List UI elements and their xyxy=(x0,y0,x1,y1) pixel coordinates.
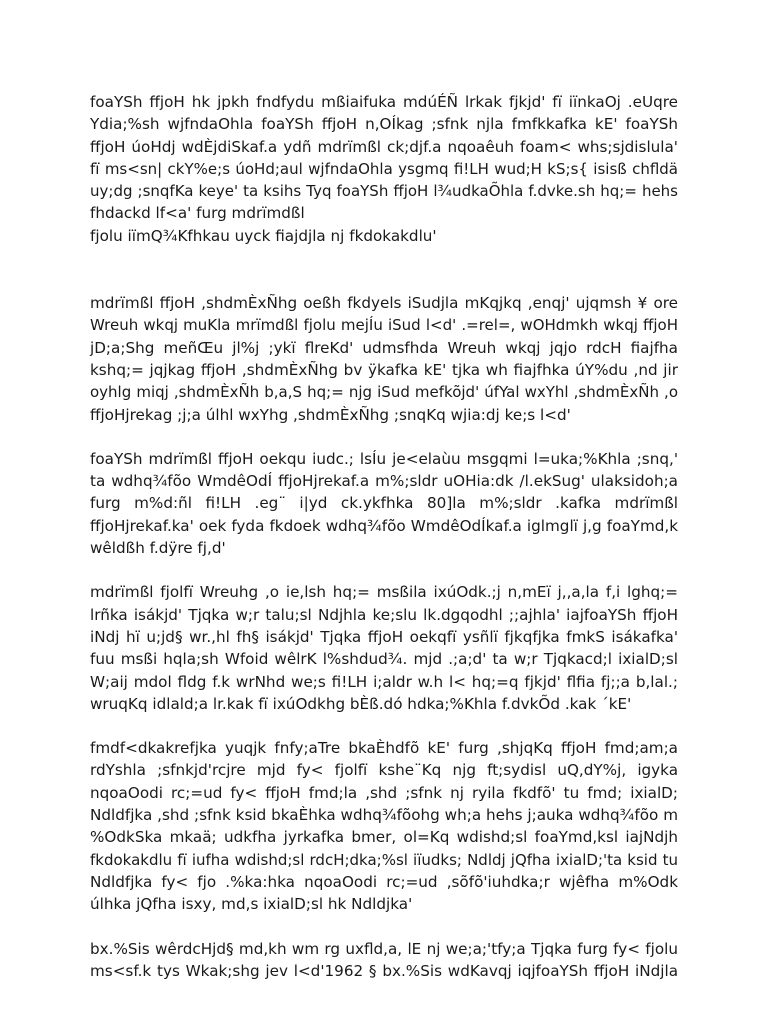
text-line: lrñka isákjd' Tjqka w;r talu;sl Ndjhla ke;slu lk.dgqodhl ;;ajhla' iajfoaYSh ffjoH xyxy=(90,605,678,624)
paragraph xyxy=(90,292,678,426)
text-line: Ndldfjka ,shd ;sfnk ksid bkaÈhka wdhq¾fõohg wh;a hehs j;auka wdhq¾fõo m xyxy=(90,806,678,825)
text-line: W;aij mdol fldg f.k wrNhd we;s fi!LH i;aldr w.h l< hq;=q fjkjd' flfia fj;;a b,lal.; xyxy=(90,672,678,691)
text-line: Wreuh wkqj muKla mrïmdßl fjolu mejÍu iSud l<d' .=rel=, wOHdmkh wkqj ffjoH xyxy=(90,316,678,335)
paragraph xyxy=(90,225,678,247)
text-line: fkdokakdlu fï iufha wdishd;sl rdcH;dka;%sl iïudks; Ndldj jQfha ixialD;'ta ksid tu xyxy=(90,850,678,869)
text-line: bx.%Sis wêrdcHjd§ md,kh wm rg uxfld,a, lE nj we;a;'tfy;a Tjqka furg fy< fjolu xyxy=(90,939,678,958)
text-line: fjolu iïmQ¾Kfhkau uyck fiajdjla nj fkdokakdlu' xyxy=(90,226,437,245)
text-line: rdYshla ;sfnkjd'rcjre mjd fy< fjolfï kshe¨Kq njg ft;sydisl uQ,dY%j, igyka xyxy=(90,761,678,780)
document-body xyxy=(90,91,678,982)
text-line: iNdj hï u;jd§ wr.,hl fh§ isákjd' Tjqka ffjoH oekqfï ysñlï fjkqfjka fmkS isákafka' xyxy=(90,627,678,646)
text-line: fï ms<sn| ckY%e;s úoHd;aul wjfndaOhla ysgmq fi!LH wud;H kS;s{ isisß chfldä xyxy=(90,159,678,178)
text-line: oyhlg miqj ,shdmÈxÑh b,a,S hq;= njg iSud mefkõjd' úfYal wxYhl ,shdmÈxÑh ,o xyxy=(90,383,678,402)
text-line: ta wdhq¾fõo WmdêOdÍ ffjoHjrekaf.a m%;sldr uOHia:dk /l.ekSug' ulaksidoh;a xyxy=(90,472,678,491)
paragraph xyxy=(90,91,678,225)
paragraph xyxy=(90,581,678,715)
text-line: ms<sf.k tys Wkak;shg jev l<d'1962 § bx.%Sis wdKavqj iqjfoaYSh ffjoH iNdjla xyxy=(90,961,678,980)
text-line: ffjoHjrekaf.ka' oek fyda fkdoek wdhq¾fõo WmdêOdÍkaf.a iglmglï j,g foaYmd,k xyxy=(90,516,678,535)
text-line: Ydia;%sh wjfndaOhla foaYSh ffjoH n,OÍkag ;sfnk njla fmfkkafka kE' foaYSh xyxy=(90,115,678,134)
text-line: úlhka jQfha isxy, md,s ixialD;sl hk Ndldjka' xyxy=(90,895,413,914)
paragraph xyxy=(90,448,678,559)
text-line: uy;dg ;snqfKa keye' ta ksihs Tyq foaYSh ffjoH l¾udkaÕhla f.dvke.sh hq;= hehs xyxy=(90,182,678,201)
text-line: fmdf<dkakrefjka yuqjk fnfy;aTre bkaÈhdfõ kE' furg ,shjqKq ffjoH fmd;am;a xyxy=(90,739,678,758)
text-line: jD;a;Shg meñŒu jl%j ;ykï flreKd' udmsfhda Wreuh wkqj jqjo rdcH fiajfha xyxy=(90,338,678,357)
text-line: foaYSh ffjoH hk jpkh fndfydu mßiaifuka mdúÉÑ lrkak fjkjd' fï iïnkaOj .eUqre xyxy=(90,93,678,111)
text-line: foaYSh mdrïmßl ffjoH oekqu iudc.; lsÍu je<elaùu msgqmi l=uka;%Khla ;snq,' xyxy=(90,449,678,468)
text-line: mdrïmßl fjolfï Wreuhg ,o ie,lsh hq;= msßila ixúOdk.;j n,mEï j,,a,la f,i lghq;= xyxy=(90,583,678,602)
text-line: mdrïmßl ffjoH ,shdmÈxÑhg oeßh fkdyels iSudjla mKqjkq ,enqj' ujqmsh ¥ ore xyxy=(90,294,678,313)
text-line: fhdackd lf<a' furg mdrïmdßl xyxy=(90,204,305,223)
text-line: Ndldfjka fy< fjo .%ka:hka nqoaOodi rc;=ud ,sõfõ'iuhdka;r wjêfha m%Odk xyxy=(90,872,678,891)
text-line: kshq;= jqjkag ffjoH ,shdmÈxÑhg bv ÿkafka kE' tjka wh fiajfhka úY%du ,nd jir xyxy=(90,360,678,379)
text-line: wruqKq idlald;a lr.kak fï ixúOdkhg bÈß.dó hdka;%Khla f.dvkÕd .kak ´kE' xyxy=(90,694,632,713)
text-line: fuu msßi hqla;sh Wfoid wêlrK l%shdud¾. mjd .;a;d' ta w;r Tjqkacd;l ixialD;sl xyxy=(90,650,678,669)
text-line: %OdkSka mkaä; udkfha jyrkafka bmer, ol=Kq wdishd;sl foaYmd,ksl iajNdjh xyxy=(90,828,678,847)
text-line: ffjoH úoHdj wdÈjdiSkaf.a ydñ mdrïmßl ck;djf.a nqoaêuh foam< whs;sjdislula' xyxy=(90,137,678,156)
paragraph xyxy=(90,737,678,915)
text-line: ffjoHjrekag ;j;a úlhl wxYhg ,shdmÈxÑhg ;snqKq wjia:dj ke;s l<d' xyxy=(90,405,571,424)
text-line: wêldßh f.dÿre fj,d' xyxy=(90,539,226,558)
paragraph xyxy=(90,938,678,983)
text-line: nqoaOodi rc;=ud fy< ffjoH fmd;la ,shd ;sfnk nj ryila fkdfõ' tu fmd; ixialD; xyxy=(90,783,678,802)
text-line: furg m%d:ñl fi!LH .eg¨ i|yd ck.ykfhka 80]la m%;sldr .kafka mdrïmßl xyxy=(90,494,678,513)
